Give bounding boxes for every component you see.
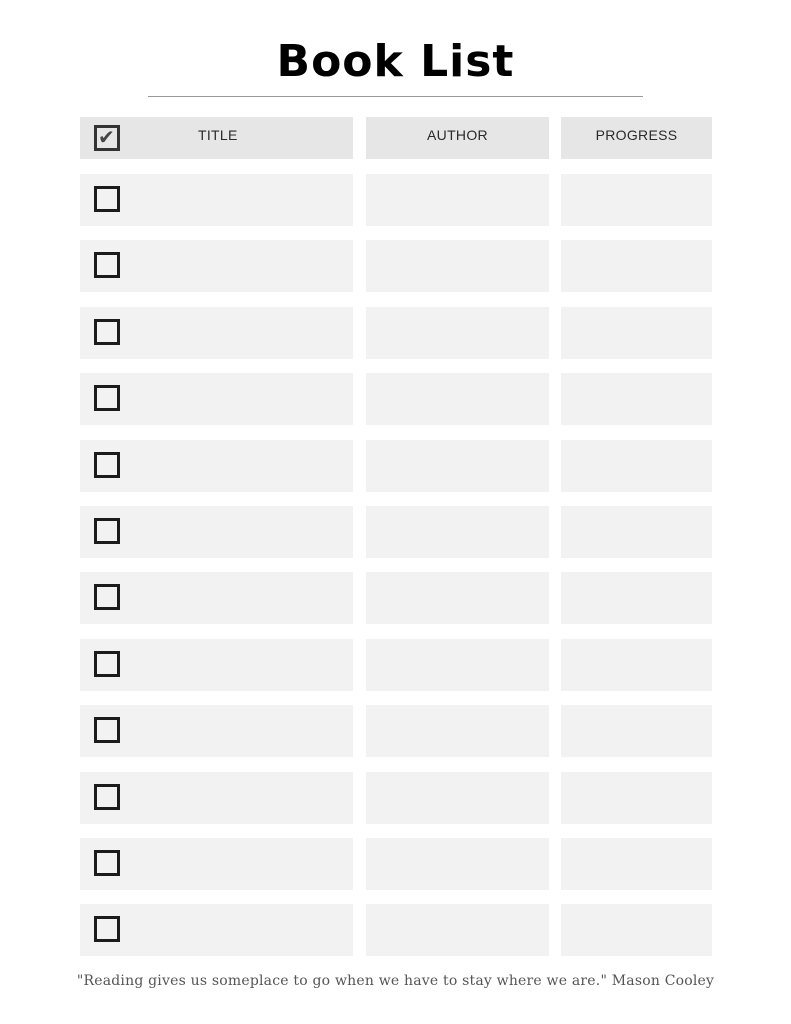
title-divider	[148, 96, 643, 97]
row-cell-title[interactable]	[80, 373, 353, 425]
table-header	[80, 117, 712, 159]
table-row	[80, 838, 712, 890]
row-cell-author[interactable]	[366, 307, 549, 359]
checkmark-icon: ✔	[98, 125, 115, 149]
row-cell-author[interactable]	[366, 572, 549, 624]
row-checkbox[interactable]	[94, 452, 120, 478]
row-cell-title[interactable]	[80, 440, 353, 492]
row-cell-author[interactable]	[366, 506, 549, 558]
row-cell-author[interactable]	[366, 174, 549, 226]
table-row	[80, 240, 712, 292]
row-cell-author[interactable]	[366, 440, 549, 492]
row-cell-progress[interactable]	[561, 440, 712, 492]
row-cell-title[interactable]	[80, 240, 353, 292]
table-row	[80, 904, 712, 956]
row-cell-title[interactable]	[80, 772, 353, 824]
footer-quote: "Reading gives us someplace to go when we have to stay where we are." Mason Cooley	[76, 973, 715, 989]
header-label-progress: PROGRESS	[595, 127, 678, 143]
row-cell-progress[interactable]	[561, 572, 712, 624]
table-row	[80, 639, 712, 691]
row-cell-title[interactable]	[80, 705, 353, 757]
row-cell-progress[interactable]	[561, 838, 712, 890]
row-cell-title[interactable]	[80, 174, 353, 226]
row-cell-title[interactable]	[80, 639, 353, 691]
row-cell-progress[interactable]	[561, 772, 712, 824]
row-cell-author[interactable]	[366, 373, 549, 425]
header-cell-progress	[561, 117, 712, 159]
table-row	[80, 174, 712, 226]
row-cell-progress[interactable]	[561, 240, 712, 292]
row-cell-title[interactable]	[80, 838, 353, 890]
header-checkbox[interactable]	[94, 125, 120, 151]
table-row	[80, 772, 712, 824]
table-row	[80, 373, 712, 425]
row-checkbox[interactable]	[94, 186, 120, 212]
row-cell-progress[interactable]	[561, 506, 712, 558]
table-row	[80, 307, 712, 359]
table-row	[80, 705, 712, 757]
header-label-title: TITLE	[198, 127, 238, 143]
row-cell-author[interactable]	[366, 240, 549, 292]
page-title: Book List	[276, 36, 515, 87]
row-cell-title[interactable]	[80, 904, 353, 956]
row-checkbox[interactable]	[94, 518, 120, 544]
row-cell-progress[interactable]	[561, 639, 712, 691]
row-cell-progress[interactable]	[561, 373, 712, 425]
row-checkbox[interactable]	[94, 651, 120, 677]
row-cell-author[interactable]	[366, 705, 549, 757]
table-row	[80, 440, 712, 492]
row-cell-progress[interactable]	[561, 307, 712, 359]
table-row	[80, 506, 712, 558]
row-cell-title[interactable]	[80, 307, 353, 359]
row-checkbox[interactable]	[94, 584, 120, 610]
row-cell-title[interactable]	[80, 572, 353, 624]
header-label-author: AUTHOR	[427, 127, 488, 143]
table-row	[80, 572, 712, 624]
row-cell-author[interactable]	[366, 772, 549, 824]
row-cell-author[interactable]	[366, 838, 549, 890]
row-checkbox[interactable]	[94, 319, 120, 345]
header-cell-author	[366, 117, 549, 159]
header-cell-title	[80, 117, 353, 159]
row-checkbox[interactable]	[94, 252, 120, 278]
row-checkbox[interactable]	[94, 850, 120, 876]
row-cell-progress[interactable]	[561, 705, 712, 757]
row-cell-title[interactable]	[80, 506, 353, 558]
row-checkbox[interactable]	[94, 916, 120, 942]
row-checkbox[interactable]	[94, 717, 120, 743]
row-cell-progress[interactable]	[561, 904, 712, 956]
row-cell-author[interactable]	[366, 904, 549, 956]
row-checkbox[interactable]	[94, 385, 120, 411]
row-cell-author[interactable]	[366, 639, 549, 691]
row-cell-progress[interactable]	[561, 174, 712, 226]
row-checkbox[interactable]	[94, 784, 120, 810]
